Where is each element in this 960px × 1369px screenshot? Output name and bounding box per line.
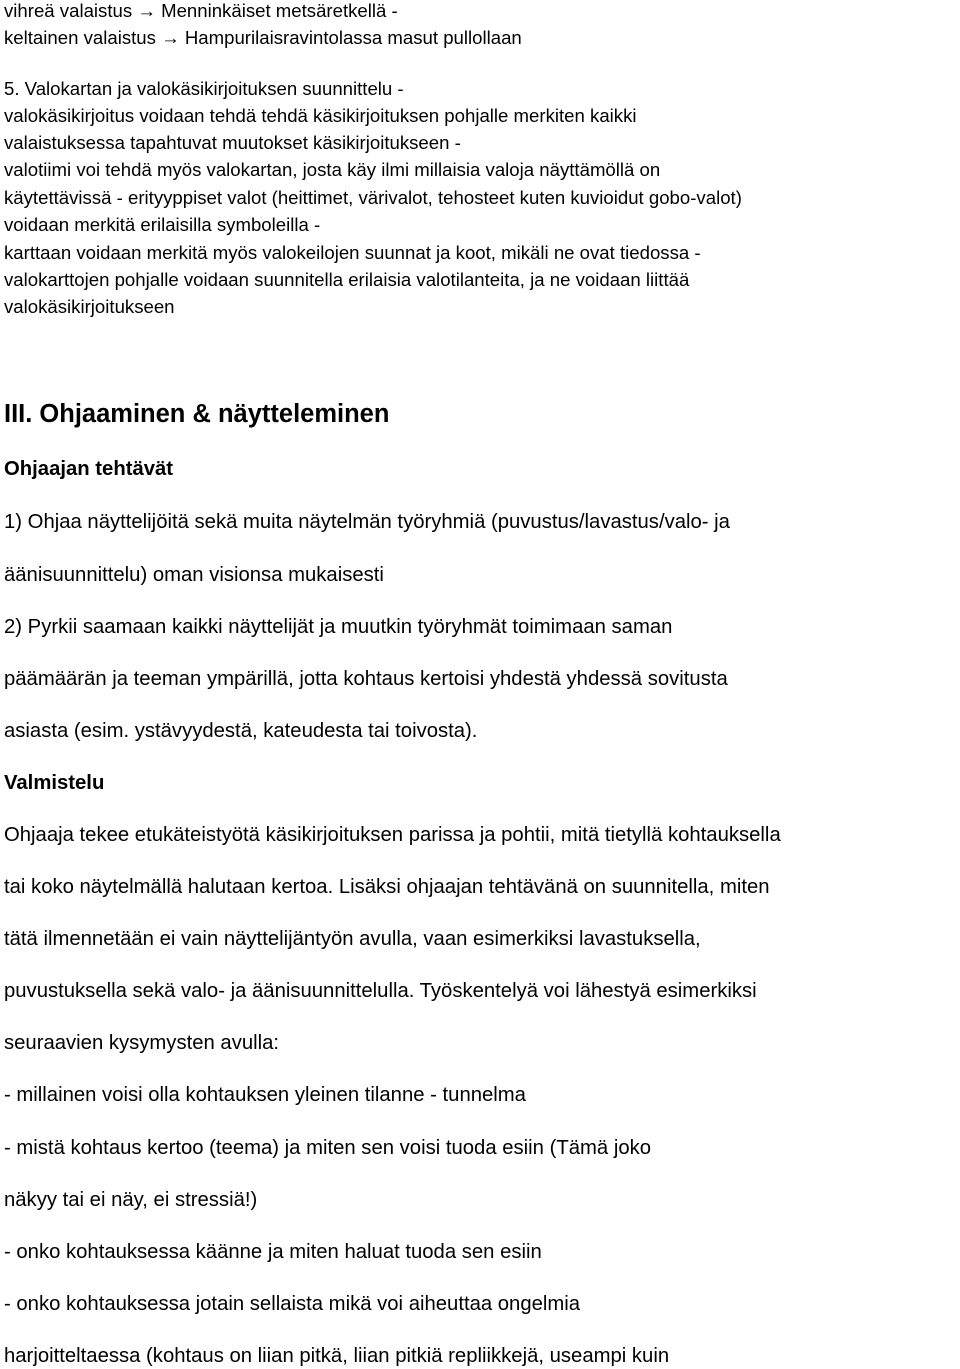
text-line: käytettävissä - erityyppiset valot (heittimet, värivalot, tehosteet kuten kuvioidut gobo-valot): [4, 187, 742, 208]
text-line: valokarttojen pohjalle voidaan suunnitella erilaisia valotilanteita, ja ne voidaan liittää: [4, 269, 690, 290]
text-line: näkyy tai ei näy, ei stressiä!): [4, 1189, 258, 1211]
text-line: karttaan voidaan merkitä myös valokeilojen suunnat ja koot, mikäli ne ovat tiedossa -: [4, 242, 701, 263]
text-line: - onko kohtauksessa käänne ja miten haluat tuoda sen esiin: [4, 1241, 542, 1263]
text-line: valokäsikirjoitus voidaan tehdä tehdä käsikirjoituksen pohjalle merkiten kaikki: [4, 105, 637, 126]
text-line: 5. Valokartan ja valokäsikirjoituksen suunnittelu -: [4, 78, 404, 99]
text-line: äänisuunnittelu) oman visionsa mukaisesti: [4, 564, 384, 586]
text-line: - mistä kohtaus kertoo (teema) ja miten sen voisi tuoda esiin (Tämä joko: [4, 1137, 652, 1159]
text-line: tätä ilmennetään ei vain näyttelijäntyön avulla, vaan esimerkiksi lavastuksella,: [4, 928, 701, 950]
section-heading: III. Ohjaaminen & näytteleminen: [4, 400, 390, 428]
subheading-prep: Valmistelu: [4, 772, 105, 794]
text-line: tai koko näytelmällä halutaan kertoa. Lisäksi ohjaajan tehtävänä on suunnitella, miten: [4, 876, 770, 898]
text-line: harjoitteltaessa (kohtaus on liian pitkä, liian pitkiä repliikkejä, useampi kuin: [4, 1345, 670, 1367]
text-line: valaistuksessa tapahtuvat muutokset käsikirjoitukseen -: [4, 132, 461, 153]
text-line: 2) Pyrkii saamaan kaikki näyttelijät ja muutkin työryhmät toimimaan saman: [4, 616, 673, 638]
text-line: valokäsikirjoitukseen: [4, 296, 175, 317]
text-line: keltainen valaistus → Hampurilaisravintolassa masut pullollaan: [4, 27, 522, 48]
text-line: voidaan merkitä erilaisilla symboleilla -: [4, 214, 321, 235]
text-line: seuraavien kysymysten avulla:: [4, 1032, 280, 1054]
text-line: päämäärän ja teeman ympärillä, jotta kohtaus kertoisi yhdestä yhdessä sovitusta: [4, 668, 728, 690]
text-line: valotiimi voi tehdä myös valokartan, josta käy ilmi millaisia valoja näyttämöllä on: [4, 159, 661, 180]
text-line: - millainen voisi olla kohtauksen yleinen tilanne - tunnelma: [4, 1084, 526, 1106]
text-line: Ohjaaja tekee etukäteistyötä käsikirjoituksen parissa ja pohtii, mitä tietyllä kohtauksella: [4, 824, 781, 846]
text-line: puvustuksella sekä valo- ja äänisuunnittelulla. Työskentelyä voi lähestyä esimerkiksi: [4, 980, 757, 1002]
text-line: 1) Ohjaa näyttelijöitä sekä muita näytelmän työryhmiä (puvustus/lavastus/valo- ja: [4, 511, 730, 533]
text-line: - onko kohtauksessa jotain sellaista mikä voi aiheuttaa ongelmia: [4, 1293, 581, 1315]
text-line: asiasta (esim. ystävyydestä, kateudesta tai toivosta).: [4, 720, 478, 742]
subheading-tasks: Ohjaajan tehtävät: [4, 458, 174, 480]
text-line: vihreä valaistus → Menninkäiset metsäretkellä -: [4, 0, 398, 21]
